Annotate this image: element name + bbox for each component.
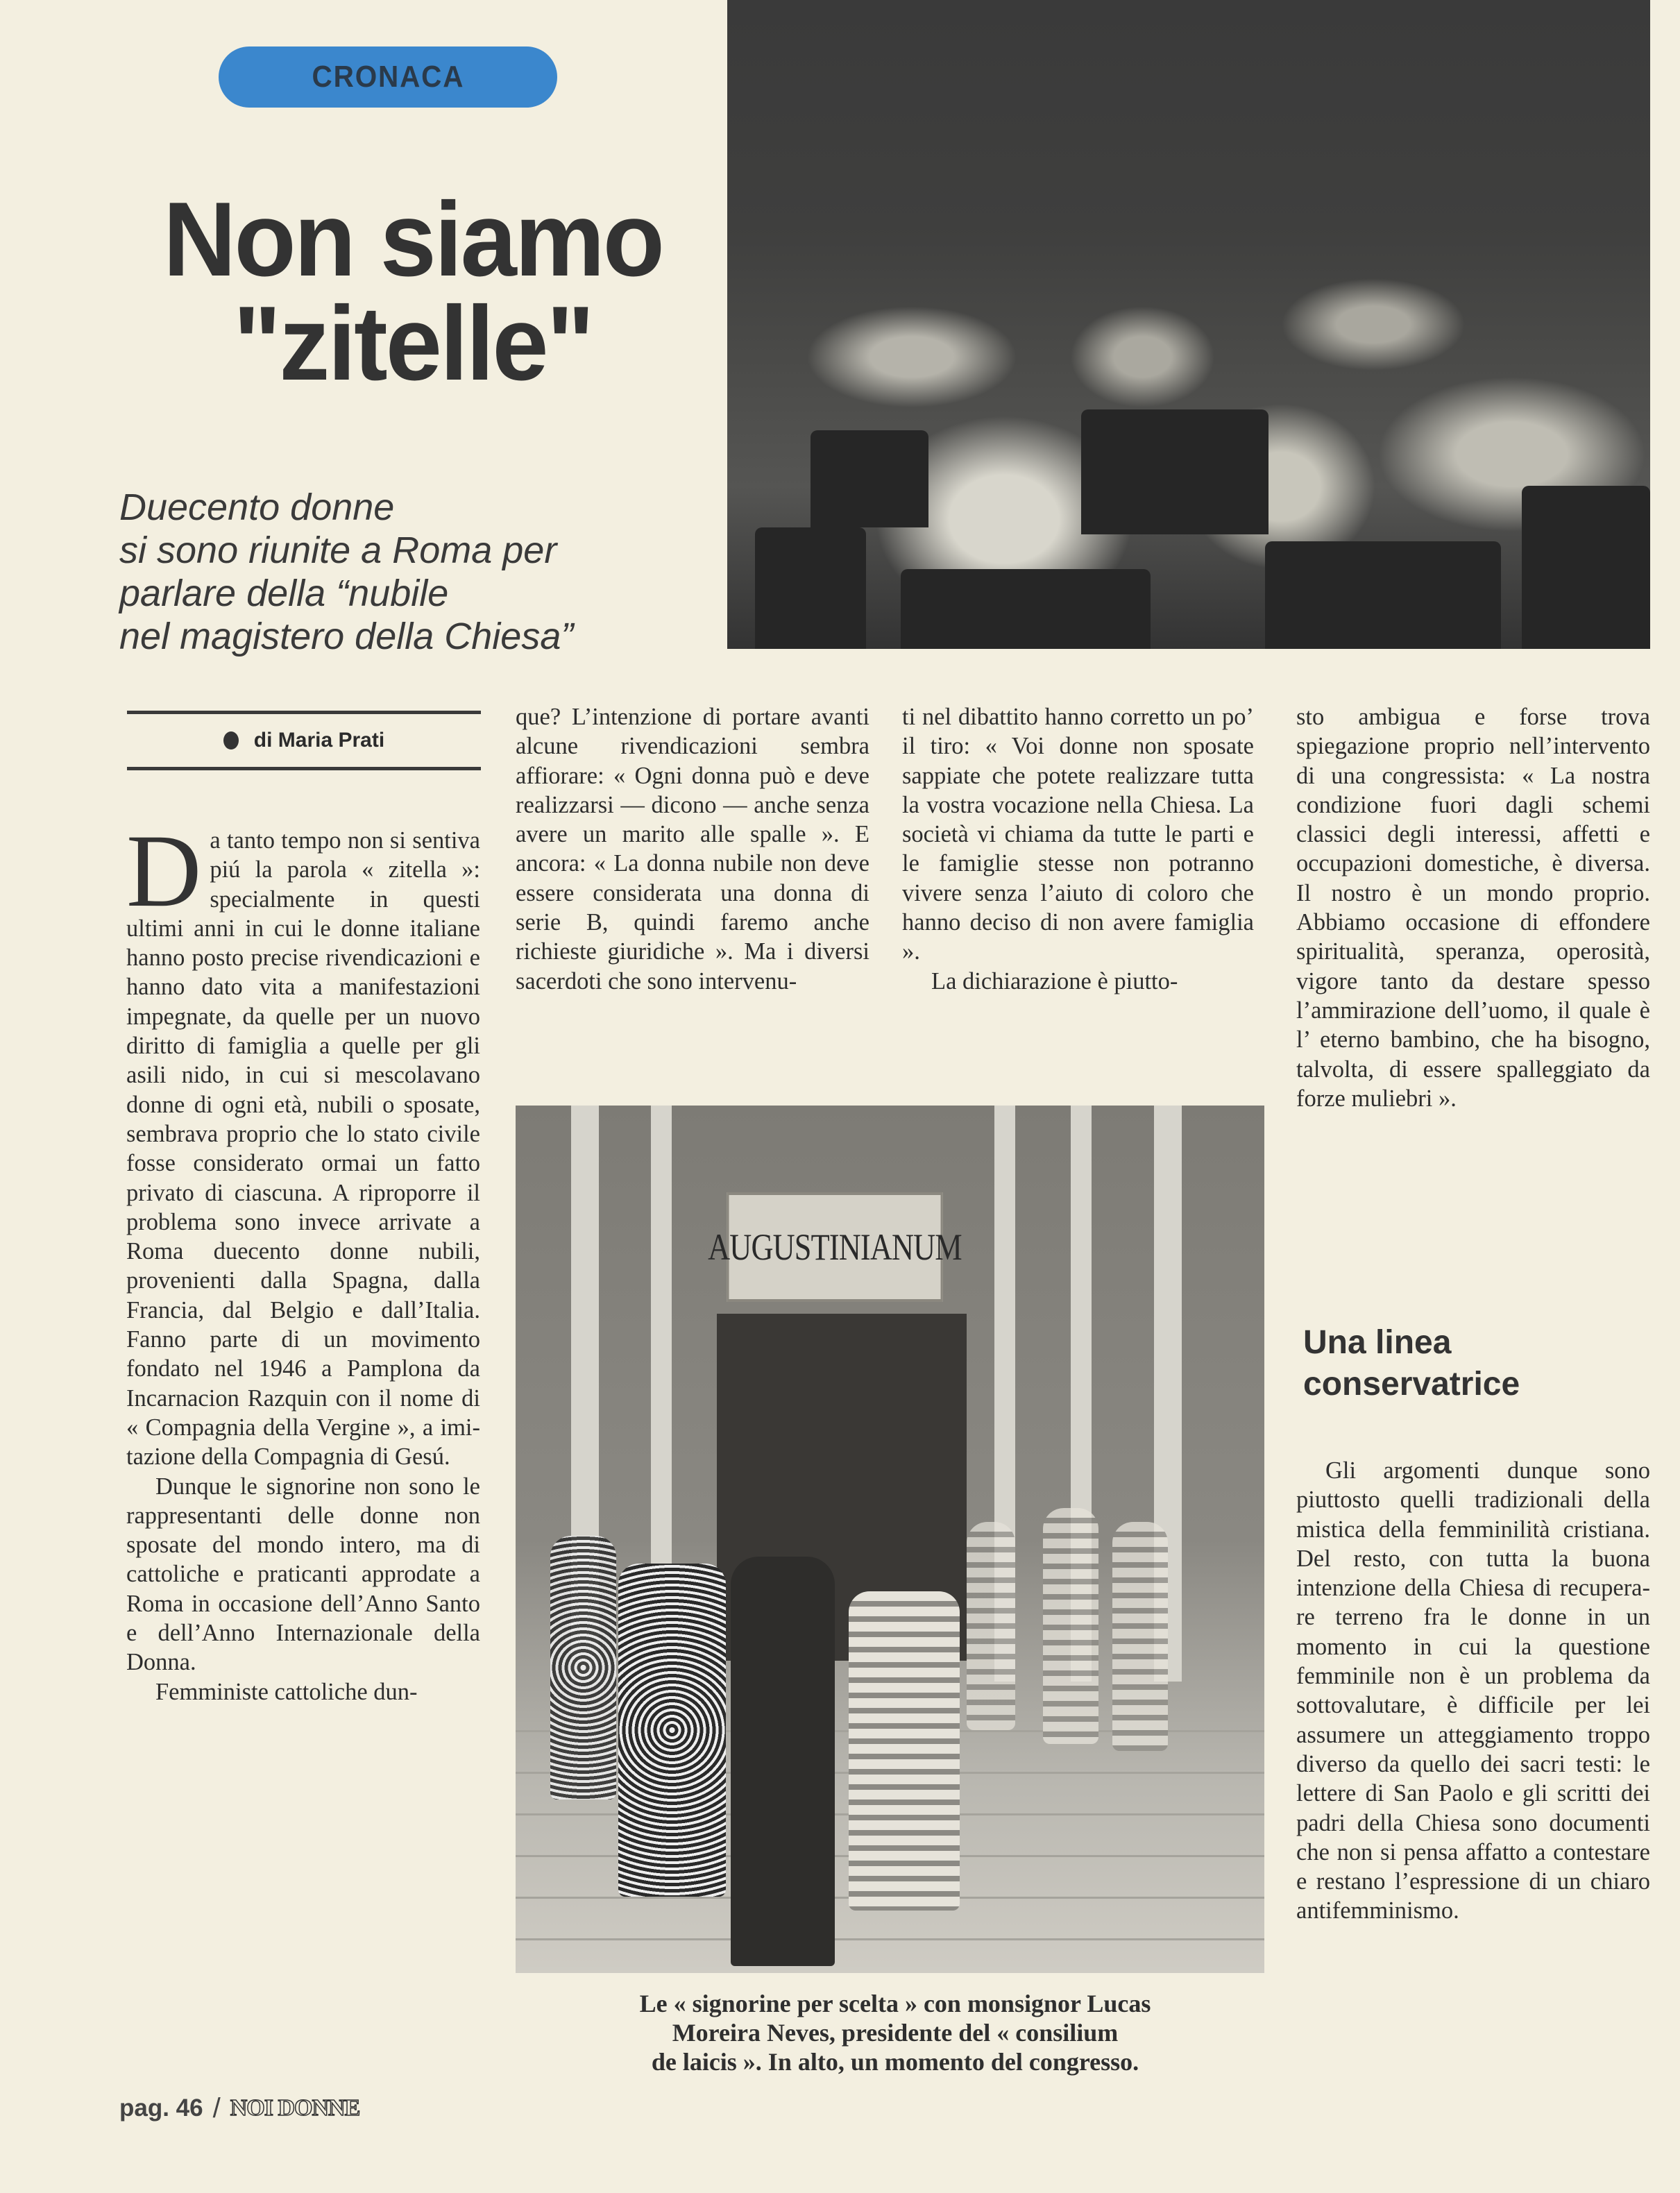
photo-seat [755,527,866,649]
section-badge [219,46,557,108]
photo-figure [618,1564,726,1897]
photo-caption [534,1989,1256,2076]
subheading-line: si sono riunite a Roma per [119,530,557,571]
headline-line-2: "zitelle" [233,285,593,403]
drop-cap: D [126,813,202,929]
section-badge-label: CRONACA [312,60,464,94]
congress-photo [727,0,1650,649]
article-paragraph: que? L’intenzione di portare avanti alcune rivendicazioni sembra affiorare: « Ogni donna può e deve realizzarsi — dicono — anche senza avere un marito alle spalle ». E ancora: « La donna nubile non deve essere considerata una donna di serie B, quindi faremo anche richieste giuridiche ». Ma i diversi sacerdoti che sono intervenu- [516,704,869,994]
photo-figure [849,1591,960,1911]
subheading-line: parlare della “nubile [119,573,449,614]
article-paragraph: sto ambigua e forse trova spiegazione proprio nell’intervento di una congressista: « La nostra condizione fuori dagli schemi classici degli interessi, affetti e occupazioni domestiche, è diversa. Il nostro è un mondo proprio. Abbiamo occasione di effondere spiritualità, speranza, operosità, vigore tanto da destare spesso l’ammirazione dell’uomo, il quale è l’ eterno bambino, che ha bisogno, talvolta, di essere spalleggiato da forze muliebri ». [1296,704,1650,1112]
augustinianum-photo [516,1106,1264,1973]
article-paragraph: Gli argomenti dunque sono piuttosto quelli tradizionali della mistica della femminilità cristiana. Del resto, con tutta la buona intenzione della Chiesa di recuperare terreno fra le donne in un momento in cui la questione femminile non è un problema da sottovalutare, è difficile per lei assumere un atteggiamento troppo diverso da quello dei sacri testi: le lettere di San Paolo e gli scritti dei padri della Chiesa sono documenti che non si pensa affatto a contestare e restano l’espressione di un chiaro antifemminismo. [1296,1457,1650,1924]
byline-author: di Maria Prati [253,729,385,752]
caption-line: Le « signorine per scelta » con monsignor Lucas [639,1990,1151,2017]
photo-figure [550,1536,616,1800]
photo-figure [967,1522,1015,1730]
headline [121,180,704,403]
article-column-2 [516,702,869,996]
photo-seat [1081,409,1269,534]
page-footer [119,2091,359,2126]
page-number: pag. 46 [119,2094,203,2122]
article-column-4 [1296,702,1650,1113]
photo-figure [1043,1508,1098,1744]
photo-figure [731,1557,835,1966]
byline-rule-bottom [127,767,481,770]
subheading [119,486,702,658]
section-subheading-line-1: Una linea [1303,1324,1452,1361]
photo-figure [1112,1522,1168,1751]
caption-line: de laicis ». In alto, un momento del congresso. [651,2048,1139,2076]
byline [127,722,481,759]
bullet-icon [223,731,239,750]
augustinianum-sign: AUGUSTINIANUM [727,1192,943,1302]
photo-seat [811,430,928,527]
footer-separator: / [212,2092,221,2124]
article-paragraph: Femministe cattoliche dun- [155,1678,418,1705]
article-column-1 [126,813,480,1707]
headline-line-1: Non siamo [163,180,663,298]
photo-seat [1522,486,1650,649]
photo-seat [901,569,1151,649]
article-column-3 [902,702,1254,996]
article-paragraph: Dunque le signorine non sono le rappresentanti delle donne non sposate del mondo intero, ma di cattoliche e praticanti approdate a Roma in occasione dell’Anno Santo e dell’Anno Internazionale della Donna. [126,1473,480,1676]
section-subheading [1303,1322,1650,1405]
article-paragraph [126,813,480,1472]
article-paragraph: La dichiarazione è piutto- [931,967,1178,994]
caption-line: Moreira Neves, presidente del « consilium [672,2019,1119,2047]
subheading-line: Duecento donne [119,486,395,528]
magazine-logo: NOI DONNE [230,2095,360,2121]
photo-step [516,1938,1264,1940]
subheading-line: nel magistero della Chiesa” [119,616,574,657]
article-column-4-continued [1296,1456,1650,1926]
section-subheading-line-2: conservatrice [1303,1366,1520,1403]
photo-seat [1265,541,1501,649]
byline-rule-top [127,711,481,714]
paragraph-text: a tanto tempo non si sentiva piú la parola « zitella »: specialmente in questi ultimi anni in cui le donne italiane hanno posto precise rivendicazioni e hanno dato vita a manifestazioni impegnate, da quelle per un nuovo diritto di famiglia a quelle per gli asili nido, in cui si mescolavano donne di ogni età, nubili o sposate, sembrava proprio che lo stato civile fosse considerato ormai un fatto privato di ciascuna. A riproporre il problema sono invece arrivate a Roma duecento donne nubili, provenienti dalla Spagna, dalla Francia, dal Belgio e dall’Italia. Fanno parte di un movimento fondato nel 1946 a Pamplona da Incarnacion Razquin con il nome di « Compagnia della Vergine », a imitazione della Compagnia di Gesú. [126,827,480,1471]
article-paragraph: ti nel dibattito hanno corretto un po’ il tiro: « Voi donne non sposate sappiate che potete realizzare tutta la vostra vocazione nella Chiesa. La società vi chiama da tutte le parti e le famiglie stesse non potranno vivere senza l’aiuto di coloro che hanno deciso di non avere famiglia ». [902,704,1254,965]
